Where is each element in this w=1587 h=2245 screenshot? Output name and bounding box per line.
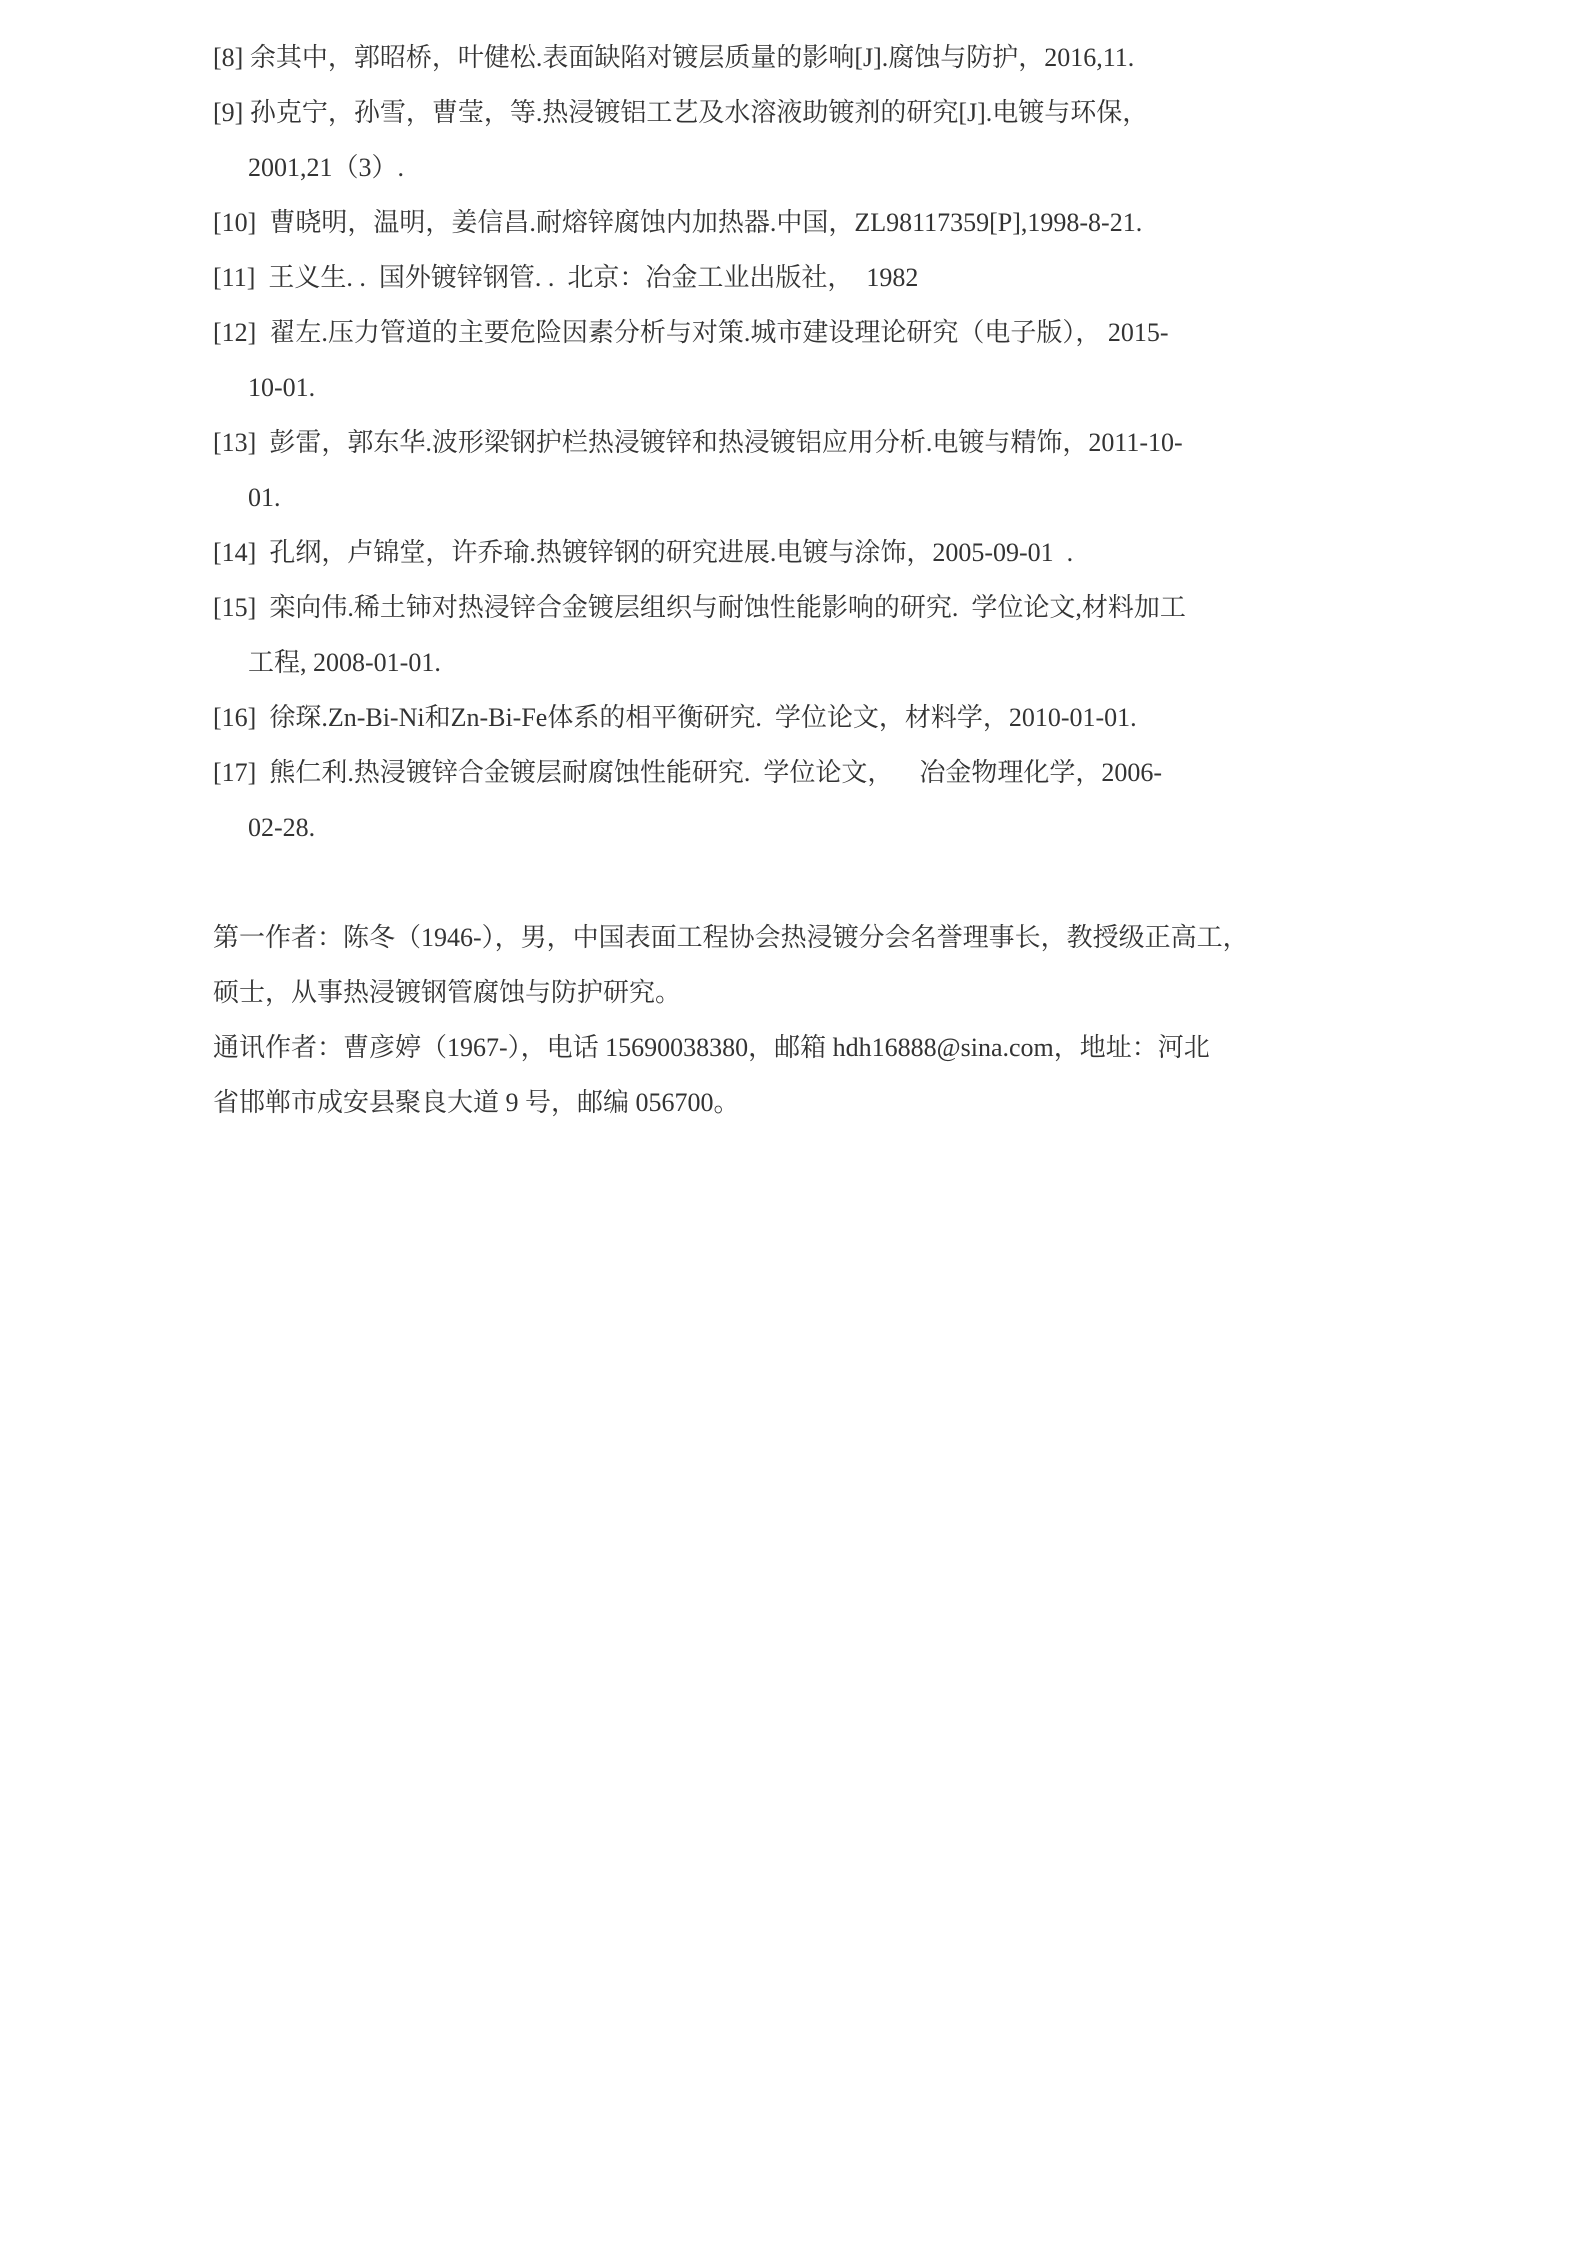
- references-list: [213, 30, 1413, 855]
- reference-line: [11] 王义生. . 国外镀锌钢管. . 北京：冶金工业出版社， 1982: [213, 263, 919, 292]
- reference-line: 工程, 2008-01-01.: [248, 648, 441, 677]
- reference-line: [12] 翟左.压力管道的主要危险因素分析与对策.城市建设理论研究（电子版）， 2015-: [213, 318, 1169, 347]
- reference-line: 10-01.: [248, 373, 316, 402]
- author-line: 省邯郸市成安县聚良大道 9 号，邮编 056700。: [213, 1088, 740, 1117]
- blank-line: [213, 855, 1413, 910]
- reference-line: [9] 孙克宁，孙雪，曹莹，等.热浸镀铝工艺及水溶液助镀剂的研究[J].电镀与环保，: [213, 98, 1149, 127]
- reference-line: [8] 余其中，郭昭桥，叶健松.表面缺陷对镀层质量的影响[J].腐蚀与防护，2016,11.: [213, 43, 1135, 72]
- document-content: [213, 30, 1413, 1130]
- reference-line: [17] 熊仁利.热浸镀锌合金镀层耐腐蚀性能研究. 学位论文， 冶金物理化学，2006-: [213, 758, 1162, 787]
- author-line: 通讯作者：曹彦婷（1967-），电话 15690038380，邮箱 hdh16888@sina.com，地址：河北: [213, 1033, 1210, 1062]
- reference-line: 02-28.: [248, 813, 316, 842]
- reference-line: [10] 曹晓明，温明，姜信昌.耐熔锌腐蚀内加热器.中国，ZL98117359[P],1998-8-21.: [213, 208, 1143, 237]
- reference-line: [15] 栾向伟.稀土铈对热浸锌合金镀层组织与耐蚀性能影响的研究. 学位论文,材料加工: [213, 593, 1186, 622]
- reference-line: [14] 孔纲，卢锦堂，许乔瑜.热镀锌钢的研究进展.电镀与涂饰，2005-09-01 .: [213, 538, 1074, 567]
- author-info: [213, 910, 1413, 1130]
- reference-line: [13] 彭雷，郭东华.波形梁钢护栏热浸镀锌和热浸镀铝应用分析.电镀与精饰，2011-10-: [213, 428, 1183, 457]
- author-line: 硕士，从事热浸镀钢管腐蚀与防护研究。: [213, 978, 682, 1007]
- reference-line: [16] 徐琛.Zn-Bi-Ni和Zn-Bi-Fe体系的相平衡研究. 学位论文，材料学，2010-01-01.: [213, 703, 1137, 732]
- reference-line: 2001,21（3）.: [248, 153, 405, 182]
- author-line: 第一作者：陈冬（1946-），男，中国表面工程协会热浸镀分会名誉理事长，教授级正高工，: [213, 923, 1249, 952]
- reference-line: 01.: [248, 483, 281, 512]
